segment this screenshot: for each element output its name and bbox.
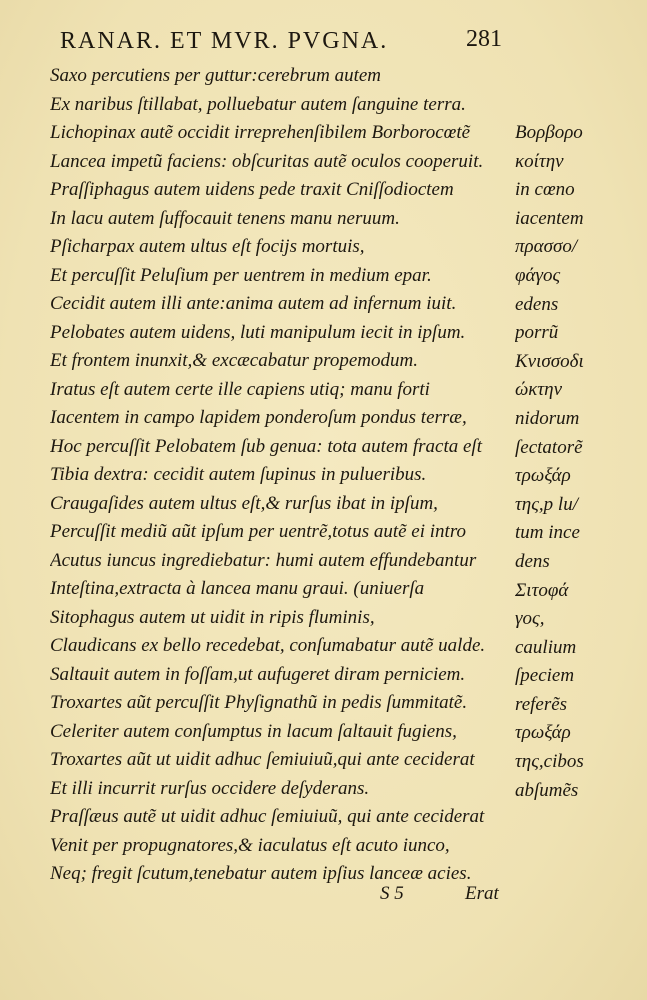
catchword: Erat [465,883,499,904]
text-line: Claudicans ex bello recedebat, conſumabatur autẽ ualde. [50,635,486,656]
margin-gloss: τρωξάρ [515,465,571,487]
text-line: Praſſæus autẽ ut uidit adhuc ſemiuiuũ, qui ante ceciderat [50,806,485,827]
text-line: Percuſſit mediũ aũt ipſum per uentrẽ,totus autẽ ei intro [50,521,467,542]
margin-gloss: in cœno [515,179,575,201]
margin-glosses [515,119,625,805]
signature-mark: S 5 [380,883,404,904]
text-line: Iacentem in campo lapidem ponderoſum pondus terræ, [50,407,467,428]
text-line: Et illi incurrit rurſus occidere deſyderans. [50,777,370,799]
text-line: Troxartes aũt percuſſit Phyſignathũ in pedis ſummitatẽ. [50,692,468,713]
margin-gloss: Βορβορο [515,122,583,143]
text-line: Cecidit autem illi ante:anima autem ad infernum iuit. [50,293,457,314]
text-line: Sitophagus autem ut uidit in ripis fluminis, [50,606,375,628]
margin-gloss: ſectatorẽ [515,436,583,458]
text-line: Neq; fregit ſcutum,tenebatur autem ipſius lanceæ acies. [50,863,472,884]
margin-gloss: tum ince [515,522,580,544]
margin-gloss: nidorum [515,407,580,429]
margin-gloss: Κνισσοδι [515,350,584,372]
text-line: Tibia dextra: cecidit autem ſupinus in pulueribus. [50,464,427,485]
margin-gloss: τρωξάρ [515,722,571,744]
margin-gloss: της,cibos [515,751,584,773]
margin-gloss: της,p lu/ [515,493,578,515]
margin-gloss: ώκτην [515,379,563,401]
text-line: Lichopinax autẽ occidit irreprehenſibilem Borborocœtẽ [50,122,471,143]
running-title: RANAR. ET MVR. PVGNA. [60,28,389,54]
margin-gloss: φάγος [515,264,561,286]
margin-gloss: porrũ [515,322,559,344]
margin-gloss: edens [515,293,559,315]
text-line: Pelobates autem uidens, luti manipulum iecit in ipſum. [50,321,466,343]
main-text-block [50,62,510,889]
text-line: Acutus iuncus ingrediebatur: humi autem effundebantur [50,549,477,571]
text-line: Ex naribus ſtillabat, polluebatur autem ſanguine terra. [50,93,466,115]
text-line: Craugaſides autem ultus eſt,& rurſus ibat in ipſum, [50,492,438,514]
text-line: Pſicharpax autem ultus eſt focijs mortuis, [50,236,365,257]
text-line: Iratus eſt autem certe ille capiens utiq; manu forti [50,378,430,400]
text-line: Venit per propugnatores,& iaculatus eſt acuto iunco, [50,834,450,856]
text-line: Troxartes aũt ut uidit adhuc ſemiuiuũ,qui ante ceciderat [50,749,475,770]
margin-gloss: Σιτοφά [515,579,569,601]
text-line: Hoc percuſſit Pelobatem ſub genua: tota autem fracta eſt [50,435,482,457]
page-footer [380,880,520,908]
text-line: Saltauit autem in foſſam,ut aufugeret diram perniciem. [50,663,466,685]
margin-gloss: γος, [515,608,545,630]
page-number: 281 [466,26,502,52]
margin-gloss: iacentem [515,207,584,229]
text-line: Et percuſſit Peluſium per uentrem in medium epar. [50,264,432,286]
margin-gloss: πρασσο/ [515,236,578,258]
margin-gloss: abſumẽs [515,779,579,801]
text-line: Praſſiphagus autem uidens pede traxit Cniſſodioctem [50,179,454,200]
text-line: Inteſtina,extracta à lancea manu graui. (uniuerſa [50,578,425,599]
text-line: Celeriter autem conſumptus in lacum ſaltauit fugiens, [50,720,457,742]
text-line: Saxo percutiens per guttur:cerebrum autem [50,65,382,86]
margin-gloss: ſpeciem [515,665,575,687]
text-line: Et frontem inunxit,& excæcabatur propemodum. [50,350,418,371]
text-line: Lancea impetũ faciens: obſcuritas autẽ oculos cooperuit. [50,150,484,172]
margin-gloss: dens [515,550,550,572]
margin-gloss: caulium [515,636,577,658]
margin-gloss: κοίτην [515,150,564,172]
text-line: In lacu autem ſuffocauit tenens manu neruum. [50,207,400,229]
margin-gloss: referẽs [515,693,568,715]
